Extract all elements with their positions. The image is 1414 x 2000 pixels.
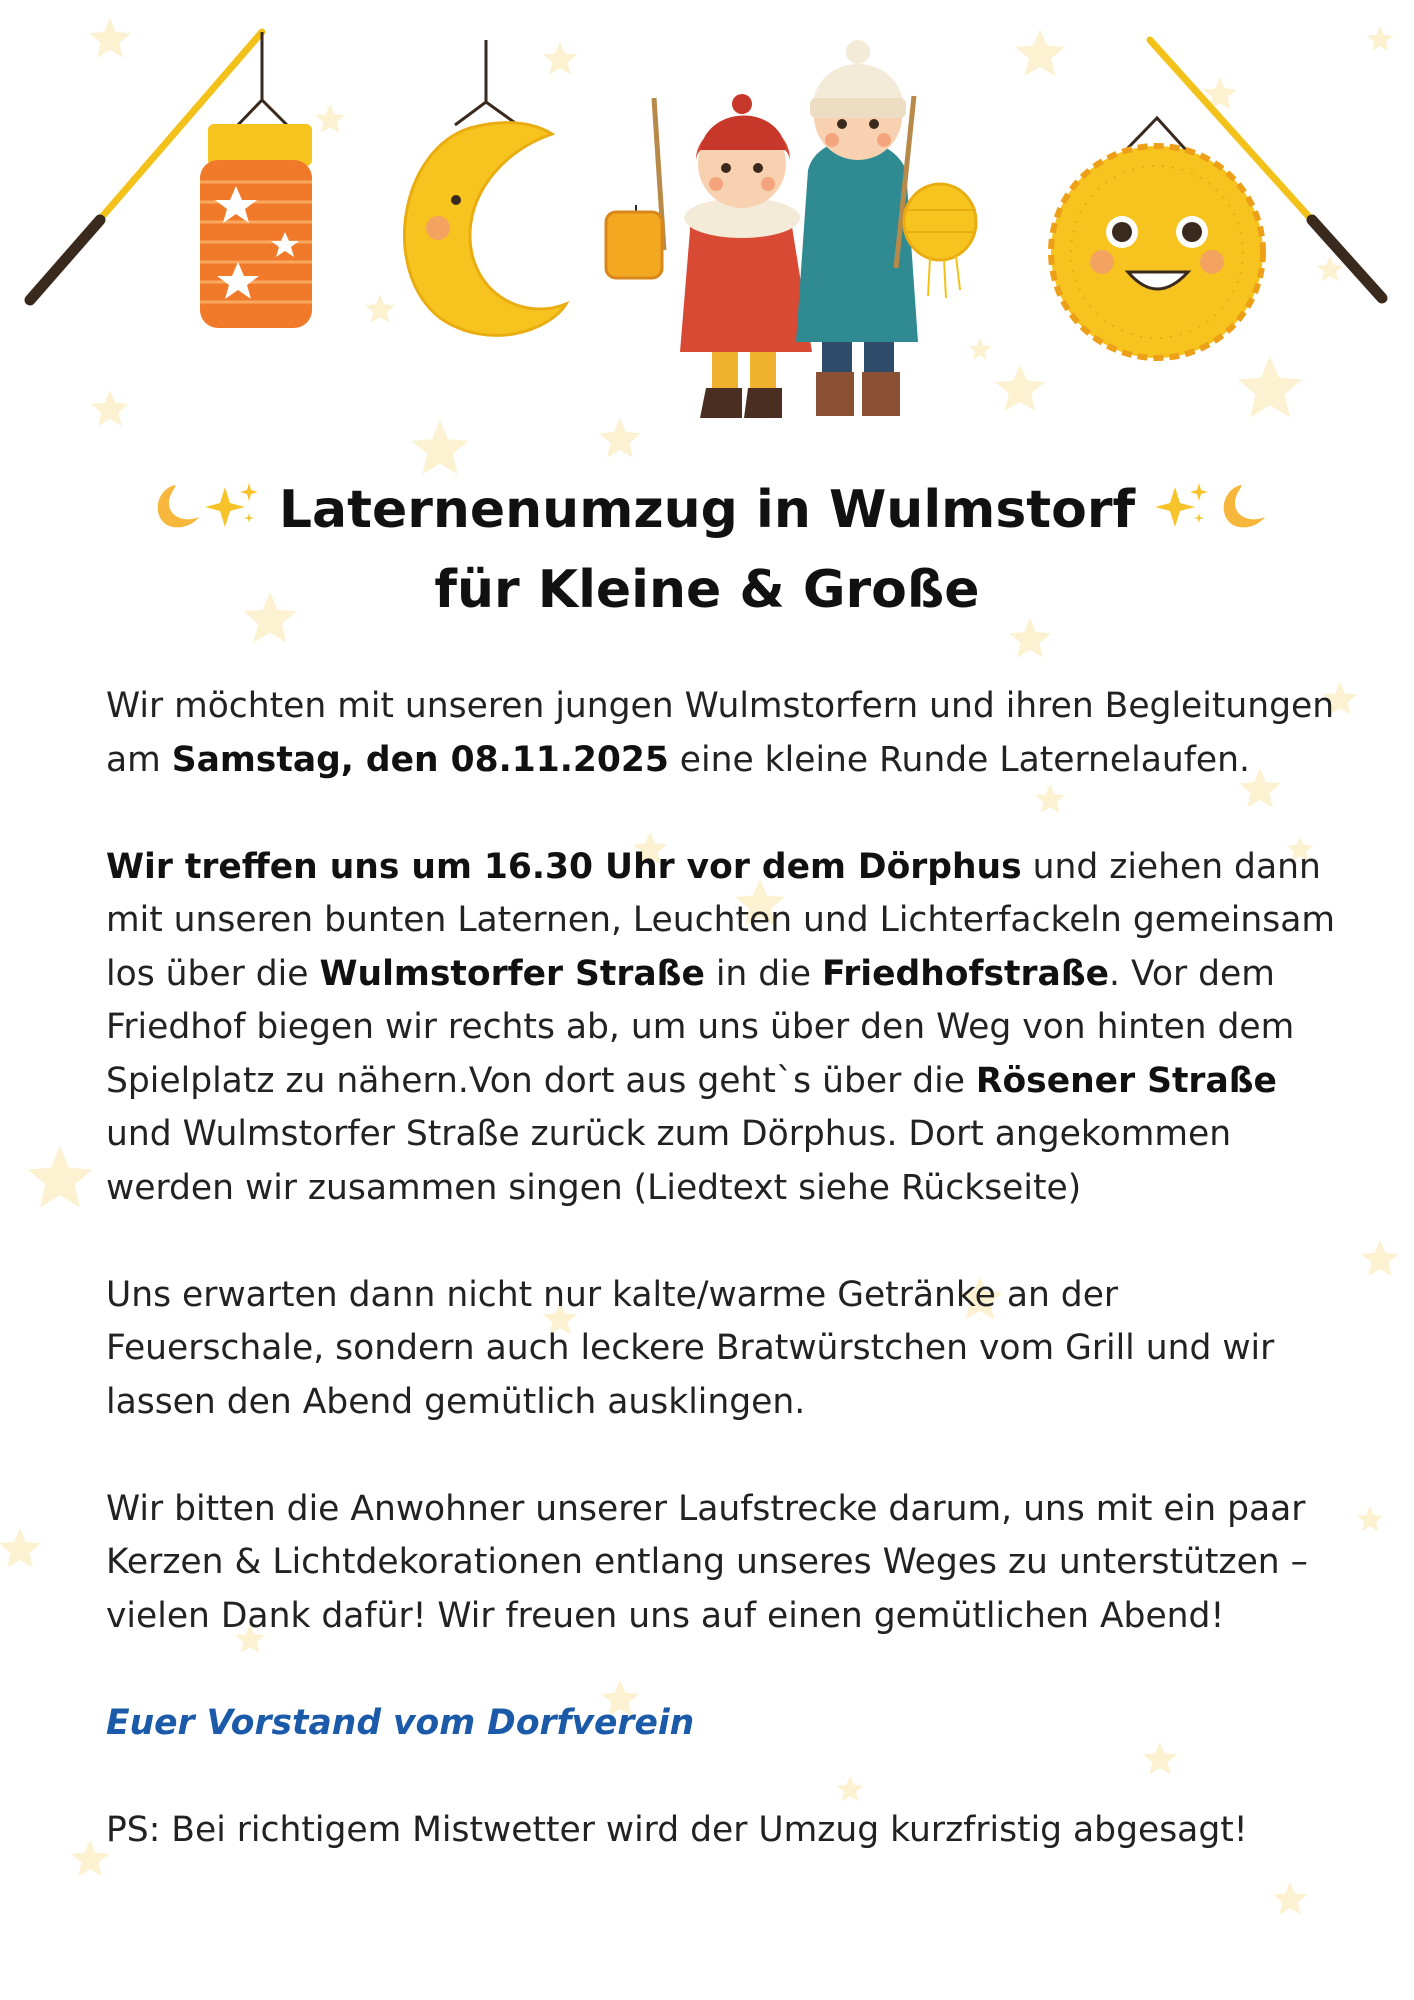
text: Wir möchten mit unseren jungen Wulmstorfern und ihren Begleitungen am bbox=[106, 686, 1335, 780]
street-name: Rösener Straße bbox=[975, 1060, 1277, 1101]
sparkles-icon bbox=[1153, 479, 1211, 531]
street-name: Wulmstorfer Straße bbox=[319, 953, 705, 994]
crescent-moon-icon bbox=[145, 479, 203, 531]
sun-lantern bbox=[1051, 40, 1382, 358]
moon-lantern bbox=[404, 40, 566, 335]
cylinder-lantern bbox=[30, 32, 312, 328]
paragraph-date bbox=[106, 680, 1336, 787]
paragraph-route bbox=[106, 841, 1336, 1216]
postscript: PS: Bei richtigem Mistwetter wird der Umzug kurzfristig abgesagt! bbox=[106, 1809, 1248, 1850]
text: und Wulmstorfer Straße zurück zum Dörphus. Dort angekommen werden wir zusammen singen (Liedtext siehe Rückseite) bbox=[106, 1114, 1232, 1208]
text: in die bbox=[704, 953, 822, 994]
crescent-moon-icon bbox=[1211, 479, 1269, 531]
paragraph-request: Wir bitten die Anwohner unserer Laufstrecke darum, uns mit ein paar Kerzen & Lichtdekorationen entlang unseres Weges zu unterstützen – vielen Dank dafür! Wir freuen uns auf einen gemütlichen Abend! bbox=[106, 1488, 1308, 1636]
page-title bbox=[0, 470, 1414, 630]
event-date: Samstag, den 08.11.2025 bbox=[171, 739, 669, 780]
title-line-1 bbox=[0, 470, 1414, 550]
paragraph-food: Uns erwarten dann nicht nur kalte/warme Getränke an der Feuerschale, sondern auch leckere Bratwürstchen vom Grill und wir lassen den Abend gemütlich ausklingen. bbox=[106, 1274, 1275, 1422]
meeting-time-place: Wir treffen uns um 16.30 Uhr vor dem Dörphus bbox=[106, 846, 1022, 887]
letter-body bbox=[106, 680, 1336, 1911]
header-illustration bbox=[0, 0, 1414, 440]
background-star-22 bbox=[28, 1146, 93, 1208]
sparkles-icon bbox=[203, 479, 261, 531]
street-name: Friedhofstraße bbox=[821, 953, 1110, 994]
background-star-27 bbox=[0, 1528, 41, 1568]
background-star-26 bbox=[1357, 1506, 1384, 1531]
background-star-32 bbox=[71, 1840, 109, 1876]
title-text-1: Laternenumzug in Wulmstorf bbox=[278, 480, 1136, 540]
text: . Vor dem Friedhof biegen wir rechts ab, um uns über den Weg von hinten dem Spielplatz zu nähern.Von dort aus geht`s über die bbox=[106, 953, 1295, 1101]
title-text-2: für Kleine & Große bbox=[434, 560, 980, 620]
children-with-lanterns bbox=[606, 40, 976, 418]
background-star-23 bbox=[1361, 1240, 1399, 1276]
text: und ziehen dann mit unseren bunten Laternen, Leuchten und Lichterfackeln gemeinsam los über die bbox=[106, 846, 1335, 994]
signature: Euer Vorstand vom Dorfverein bbox=[106, 1702, 695, 1743]
text: eine kleine Runde Laternelaufen. bbox=[668, 739, 1250, 780]
